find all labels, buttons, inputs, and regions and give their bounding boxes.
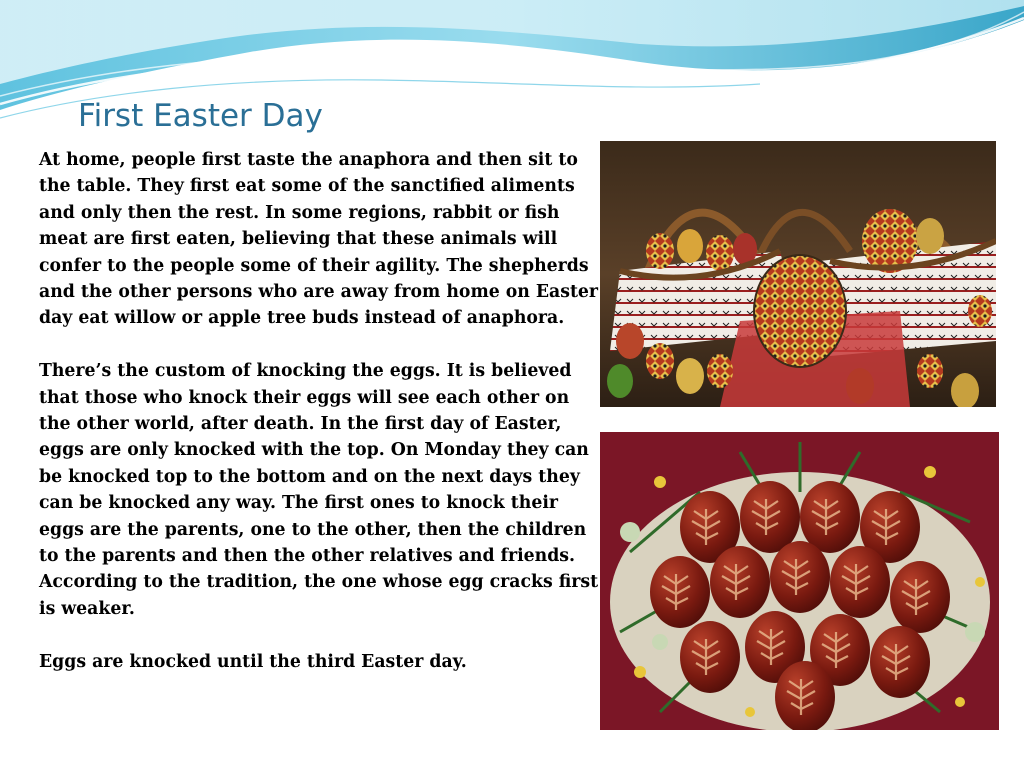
- photo-red-eggs-plate: [600, 432, 999, 730]
- paragraph-first-meal: At home, people first taste the anaphora and then sit to the table. They first eat some of the sanctified aliments and only then the rest. In some regions, rabbit or fish meat are first eaten, believing that these animals will confer to the people some of their agility. The shepherds and the other persons who are away from home on Easter day eat willow or apple tree buds instead of anaphora.: [39, 150, 599, 329]
- paragraph-third-day: Eggs are knocked until the third Easter day.: [39, 651, 467, 672]
- slide-title: First Easter Day: [78, 98, 323, 134]
- paragraph-knocking-eggs: There’s the custom of knocking the eggs. It is believed that those who knock their eggs will see each other on the other world, after death. In the first day of Easter, eggs are only knocked with the top. On Monday they can be knocked top to the bottom and on the next days they can be knocked any way. The first ones to knock their eggs are the parents, one to the other, then the children to the parents and then the other relatives and friends. According to the tradition, the one whose egg cracks first is weaker.: [39, 361, 599, 619]
- body-text: [39, 147, 601, 675]
- photo-easter-baskets: [600, 141, 996, 407]
